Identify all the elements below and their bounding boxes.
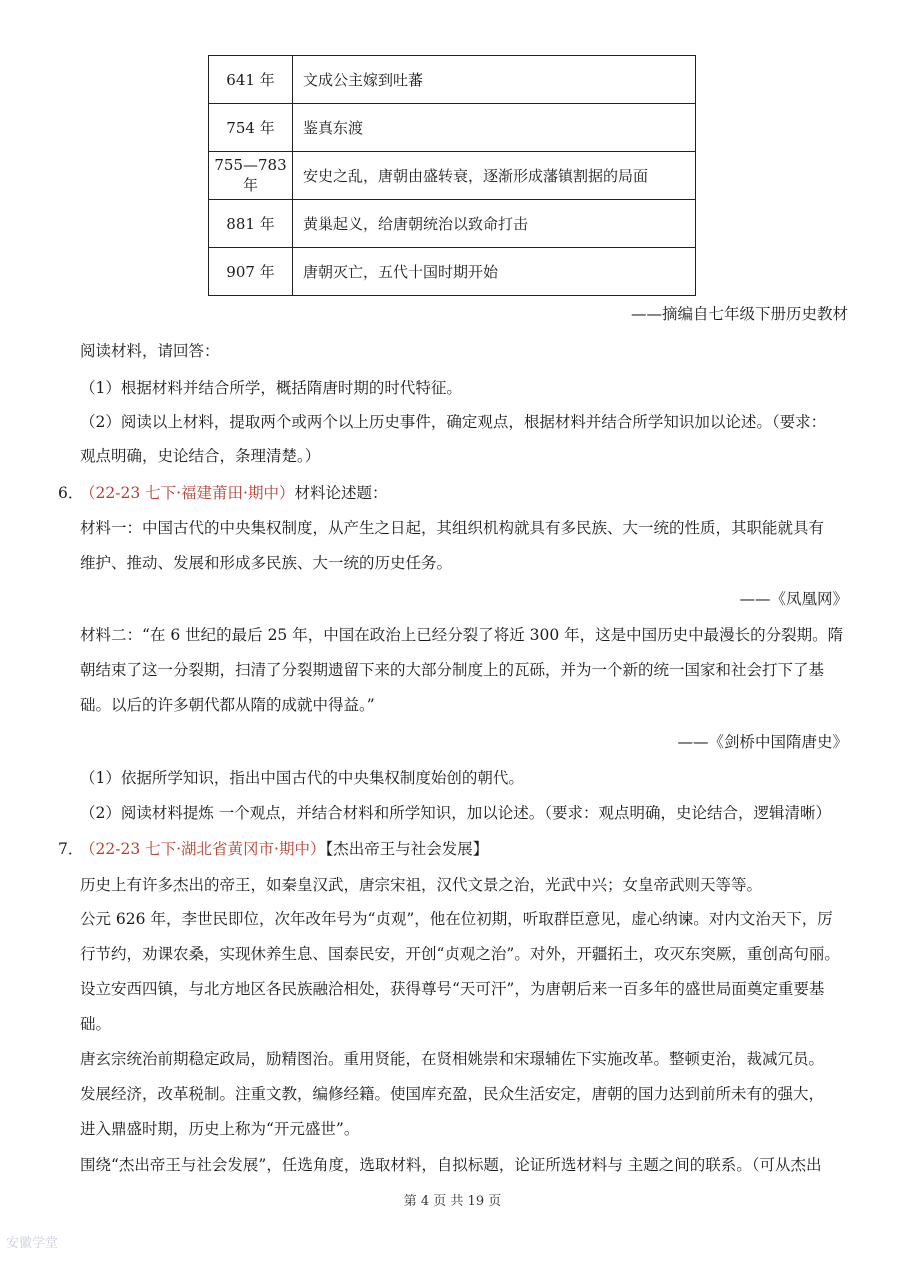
year-cell: 755—783 年 <box>209 152 293 200</box>
year-cell: 754 年 <box>209 104 293 152</box>
watermark: 安徽学堂 <box>6 1236 59 1251</box>
year-cell: 907 年 <box>209 248 293 296</box>
q7-p2-line3: 设立安西四镇，与北方地区各民族融洽相处，获得尊号“天可汗”，为唐朝后来一百多年的盛世局面奠定重要基 <box>80 980 825 998</box>
q5-sub2-line2: 观点明确，史论结合，条理清楚。） <box>80 447 321 465</box>
q6-sub1: （1）依据所学知识，指出中国古代的中央集权制度始创的朝代。 <box>80 769 524 787</box>
q7-p2-line1: 公元 626 年，李世民即位，次年改年号为“贞观”，他在位初期，听取群臣意见，虚心纳谏。对内文治天下，厉 <box>80 910 833 928</box>
q6-heading <box>80 482 387 504</box>
q6-m2-line3: 础。以后的许多朝代都从隋的成就中得益。” <box>80 696 375 714</box>
q6-source-tag: （22-23 七下·福建莆田·期中） <box>80 484 295 502</box>
table-source: ——摘编自七年级下册历史教材 <box>630 305 848 323</box>
event-cell: 鉴真东渡 <box>293 104 696 152</box>
year-cell: 641 年 <box>209 56 293 104</box>
q7-p2-line2: 行节约，劝课农桑，实现休养生息、国泰民安，开创“贞观之治”。对外，开疆拓土，攻灭东突厥，重创高句丽。 <box>80 945 840 963</box>
q6-number: 6． <box>58 484 84 502</box>
page-footer: 第 4 页 共 19 页 <box>403 1194 502 1209</box>
q7-p3-line3: 进入鼎盛时期，历史上称为“开元盛世”。 <box>80 1120 360 1138</box>
q5-sub2-line1: （2）阅读以上材料，提取两个或两个以上历史事件，确定观点，根据材料并结合所学知识加以论述。（要求： <box>80 413 827 431</box>
table-row <box>209 200 696 248</box>
table-row <box>209 152 696 200</box>
q7-heading <box>80 838 488 860</box>
event-cell: 唐朝灭亡，五代十国时期开始 <box>293 248 696 296</box>
q5-sub1: （1）根据材料并结合所学，概括隋唐时期的时代特征。 <box>80 379 462 397</box>
event-cell: 安史之乱，唐朝由盛转衰，逐渐形成藩镇割据的局面 <box>293 152 696 200</box>
q7-title: 【杰出帝王与社会发展】 <box>325 840 489 858</box>
q6-m2-line2: 朝结束了这一分裂期，扫清了分裂期遗留下来的大部分制度上的瓦砾，并为一个新的统一国家和社会打下了基 <box>80 661 825 679</box>
event-cell: 文成公主嫁到吐蕃 <box>293 56 696 104</box>
q7-p3-line1: 唐玄宗统治前期稳定政局，励精图治。重用贤能，在贤相姚崇和宋璟辅佐下实施改革。整顿吏治，裁减冗员。 <box>80 1050 825 1068</box>
year-cell: 881 年 <box>209 200 293 248</box>
table-row <box>209 104 696 152</box>
q7-p2-line4: 础。 <box>80 1015 112 1033</box>
q6-sub2: （2）阅读材料提炼 一个观点，并结合材料和所学知识，加以论述。（要求：观点明确，史论结合，逻辑清晰） <box>80 804 832 822</box>
q6-m1-line2: 维护、推动、发展和形成多民族、大一统的历史任务。 <box>80 554 453 572</box>
q5-prompt: 阅读材料，请回答： <box>80 342 220 360</box>
q6-m1-line1: 材料一：中国古代的中央集权制度，从产生之日起，其组织机构就具有多民族、大一统的性质，其职能就具有 <box>80 519 825 537</box>
q6-m2-line1: 材料二：“在 6 世纪的最后 25 年，中国在政治上已经分裂了将近 300 年，这是中国历史中最漫长的分裂期。隋 <box>80 626 844 644</box>
table-row <box>209 56 696 104</box>
q7-number: 7． <box>58 840 84 858</box>
q7-p4: 围绕“杰出帝王与社会发展”，任选角度，选取材料，自拟标题，论证所选材料与 主题之间的联系。（可从杰出 <box>80 1156 822 1174</box>
q6-m2-source: ——《剑桥中国隋唐史》 <box>677 733 848 751</box>
q7-p3-line2: 发展经济，改革税制。注重文教，编修经籍。使国库充盈，民众生活安定，唐朝的国力达到前所未有的强大， <box>80 1085 825 1103</box>
table-row <box>209 248 696 296</box>
q6-m1-source: ——《凤凰网》 <box>739 590 848 608</box>
q7-source-tag: （22-23 七下·湖北省黄冈市·期中） <box>80 840 326 858</box>
events-table <box>208 55 696 296</box>
q6-title: 材料论述题： <box>294 484 388 502</box>
q7-p1: 历史上有许多杰出的帝王，如秦皇汉武，唐宗宋祖，汉代文景之治，光武中兴；女皇帝武则天等等。 <box>80 876 763 894</box>
event-cell: 黄巢起义，给唐朝统治以致命打击 <box>293 200 696 248</box>
